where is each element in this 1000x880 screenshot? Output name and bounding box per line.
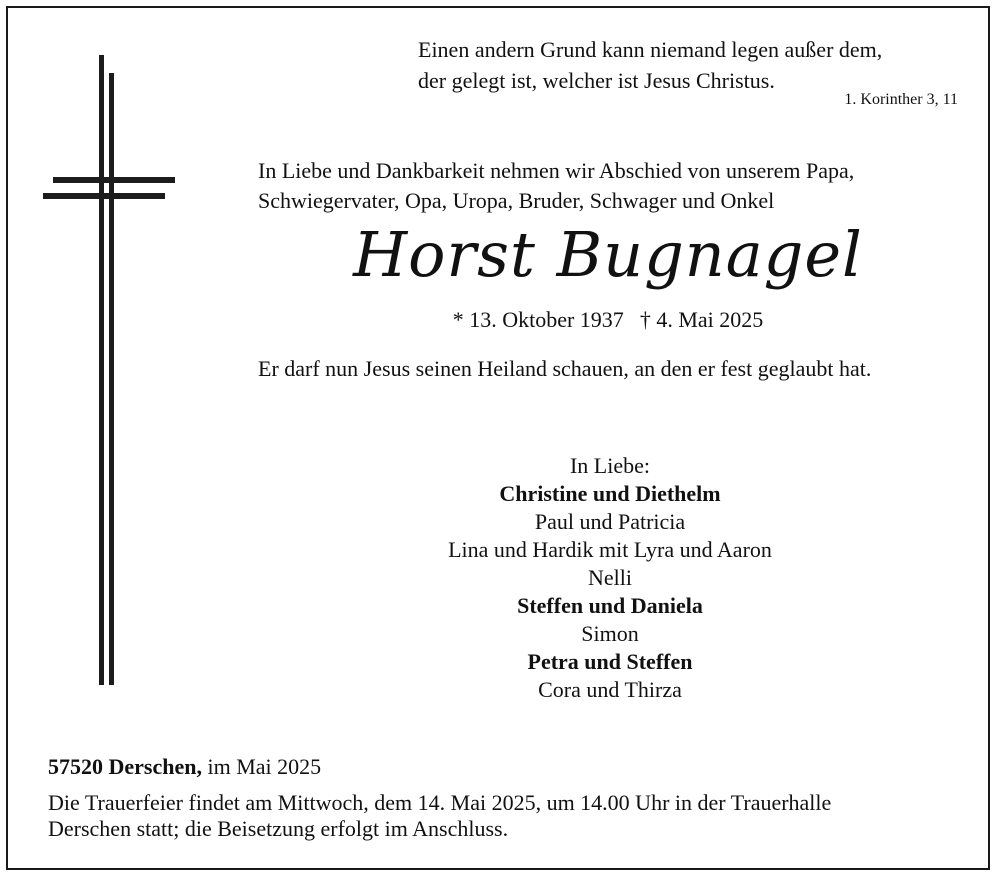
life-dates [258, 306, 958, 334]
motto-line-2: der gelegt ist, welcher ist Jesus Christus. [418, 68, 775, 93]
birth-date: * 13. Oktober 1937 [452, 307, 624, 332]
mourner-line: Lina und Hardik mit Lyra und Aaron [448, 537, 772, 562]
mourner-line: Christine und Diethelm [499, 481, 721, 506]
death-date: † 4. Mai 2025 [639, 307, 764, 332]
notice-date: im Mai 2025 [201, 754, 322, 779]
faith-statement: Er darf nun Jesus seinen Heiland schauen, an den er fest geglaubt hat. [258, 356, 872, 381]
cross-horizontal-bar-2 [43, 193, 165, 199]
mourners-heading: In Liebe: [569, 453, 651, 478]
mourner-line: Cora und Thirza [538, 677, 682, 702]
funeral-info [48, 790, 978, 842]
double-line-cross-icon [40, 55, 180, 687]
bible-verse-motto [418, 34, 958, 108]
farewell-intro [258, 156, 978, 216]
mourner-line: Paul und Patricia [534, 509, 686, 534]
mourner-line: Simon [581, 621, 639, 646]
funeral-line-2: Derschen statt; die Beisetzung erfolgt im Anschluss. [48, 816, 509, 841]
mourners-list [300, 452, 920, 704]
mourner-line: Steffen und Daniela [517, 593, 703, 618]
mourner-line: Petra und Steffen [527, 649, 693, 674]
mourner-line: Nelli [588, 565, 632, 590]
intro-line-2: Schwiegervater, Opa, Uropa, Bruder, Schwager und Onkel [258, 188, 775, 213]
bible-reference: 1. Korinther 3, 11 [844, 91, 958, 108]
cross-horizontal-bar-1 [53, 177, 175, 183]
deceased-name: Horst Bugnagel [353, 218, 863, 291]
cross-vertical-bar-1 [99, 55, 104, 685]
place: 57520 Derschen, [48, 754, 202, 779]
intro-line-1: In Liebe und Dankbarkeit nehmen wir Abschied von unserem Papa, [258, 158, 855, 183]
footer [48, 754, 978, 842]
place-date-line [48, 754, 978, 780]
motto-line-1: Einen andern Grund kann niemand legen außer dem, [418, 37, 883, 62]
cross-vertical-bar-2 [109, 73, 114, 685]
funeral-line-1: Die Trauerfeier findet am Mittwoch, dem 14. Mai 2025, um 14.00 Uhr in der Trauerhalle [48, 790, 832, 815]
